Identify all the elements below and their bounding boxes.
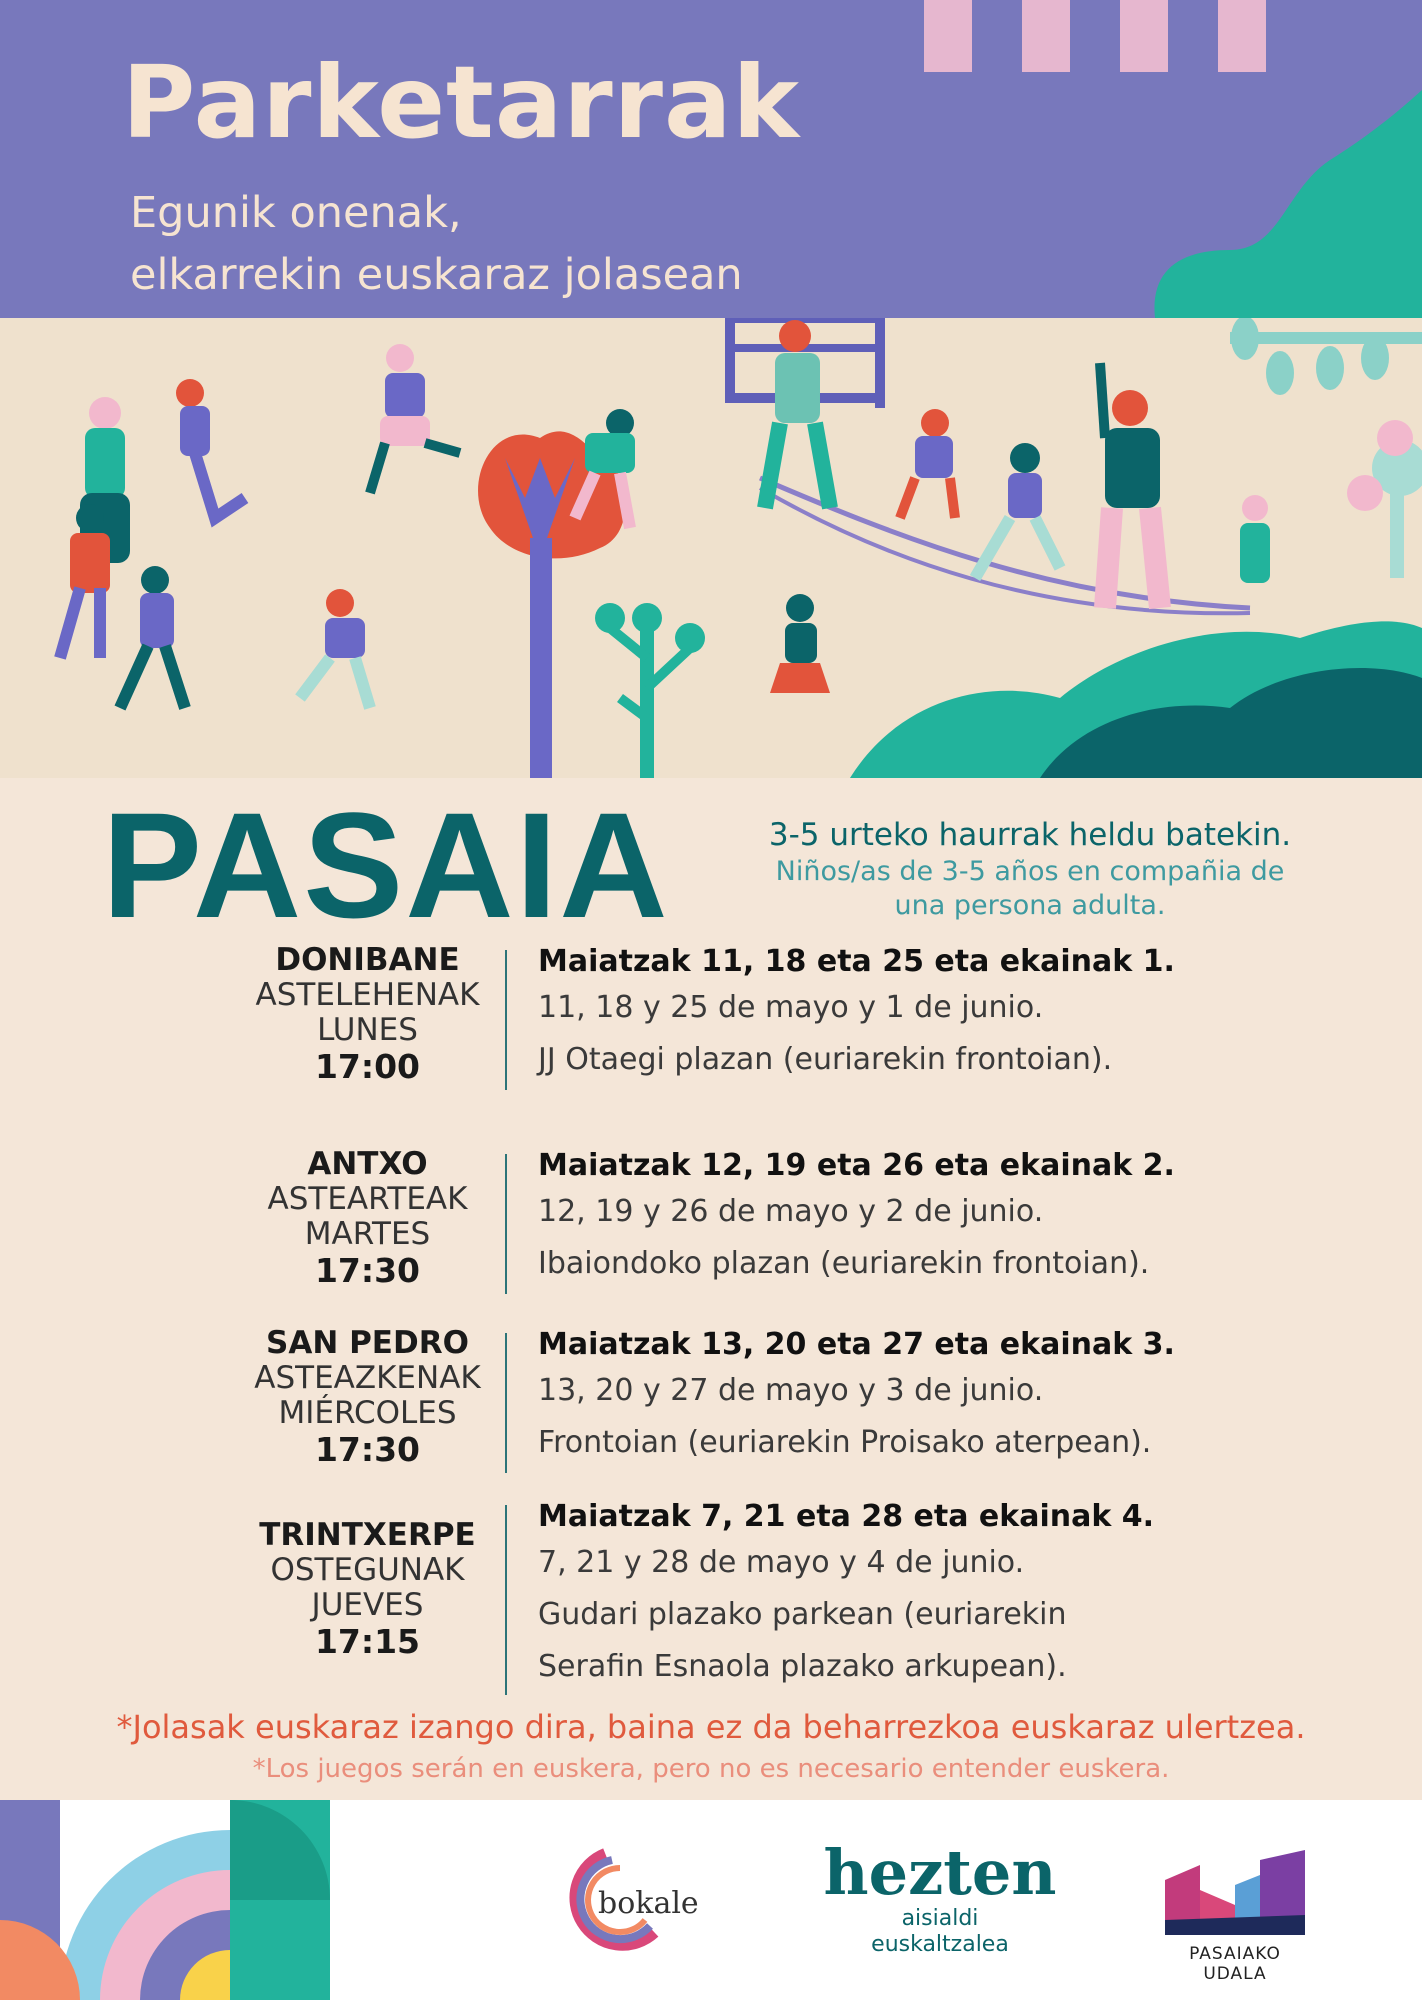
poster-title: Parketarrak (122, 44, 800, 161)
neighbourhood-name: TRINTXERPE (259, 1517, 476, 1553)
schedule-row-donibane (230, 942, 1370, 1092)
bokale-logo (530, 1838, 710, 1958)
location-continued: Serafin Esnaola plazako arkupean). (538, 1649, 1067, 1684)
bokale-wordmark: bokale (598, 1886, 699, 1921)
schedule-details (538, 1325, 1358, 1469)
dates-eu: Maiatzak 12, 19 eta 26 eta ekainak 2. (538, 1148, 1175, 1183)
dates-eu: Maiatzak 13, 20 eta 27 eta ekainak 3. (538, 1327, 1175, 1362)
schedule-when (230, 1325, 505, 1469)
audience-es-line-1: Niños/as de 3-5 años en compañia de (775, 856, 1285, 887)
dates-es: 12, 19 y 26 de mayo y 2 de junio. (538, 1194, 1044, 1229)
divider-line (505, 1505, 507, 1695)
audience-eu: 3-5 urteko haurrak heldu batekin. (768, 817, 1292, 853)
hezten-tagline-2: euskaltzalea (871, 1932, 1009, 1957)
children-figures (60, 320, 1270, 708)
weekday-eu: ASTEAZKENAK (254, 1360, 481, 1396)
footer-logos (0, 1800, 1422, 2000)
schedule-row-san-pedro (230, 1325, 1370, 1475)
start-time: 17:30 (314, 1251, 421, 1290)
neighbourhood-name: ANTXO (307, 1146, 428, 1182)
subtitle-line-2: elkarrekin euskaraz jolasean (130, 250, 743, 300)
schedule-details (538, 1146, 1358, 1290)
poster-subtitle (130, 182, 743, 306)
start-time: 17:00 (314, 1047, 421, 1086)
teal-bushes (850, 621, 1422, 778)
weekday-eu: OSTEGUNAK (270, 1552, 465, 1588)
dates-es: 13, 20 y 27 de mayo y 3 de junio. (538, 1373, 1044, 1408)
start-time: 17:15 (314, 1622, 421, 1661)
location: Frontoian (euriarekin Proisako aterpean). (538, 1425, 1152, 1460)
weekday-es: MIÉRCOLES (278, 1395, 457, 1431)
pasaiako-udala-logo (1160, 1845, 1310, 1985)
subtitle-line-1: Egunik onenak, (130, 188, 462, 238)
dates-eu: Maiatzak 7, 21 eta 28 eta ekainak 4. (538, 1499, 1155, 1534)
language-note-eu: *Jolasak euskaraz izango dira, baina ez da beharrezkoa euskaraz ulertzea. (116, 1708, 1306, 1746)
tree-right (1347, 420, 1422, 578)
schedule-details (538, 942, 1358, 1086)
neighbourhood-name: SAN PEDRO (266, 1325, 469, 1361)
audience-es-line-2: una persona adulta. (894, 890, 1166, 921)
divider-line (505, 1154, 507, 1294)
decorative-arcs (0, 1800, 330, 2000)
location: JJ Otaegi plazan (euriarekin frontoian). (538, 1042, 1113, 1077)
divider-line (505, 950, 507, 1090)
weekday-es: JUEVES (311, 1587, 424, 1623)
schedule-details (538, 1497, 1358, 1693)
tree-small (595, 603, 705, 778)
hezten-tagline-1: aisialdi (901, 1906, 979, 1931)
dates-es: 7, 21 y 28 de mayo y 4 de junio. (538, 1545, 1025, 1580)
hezten-wordmark: hezten (823, 1836, 1057, 1909)
playground-illustration (0, 318, 1422, 778)
hezten-logo (820, 1836, 1060, 1980)
schedule-when (230, 1517, 505, 1661)
language-note-es: *Los juegos serán en euskera, pero no es necesario entender euskera. (252, 1754, 1170, 1784)
divider-line (505, 1333, 507, 1473)
schedule-row-trintxerpe (230, 1497, 1370, 1697)
dates-eu: Maiatzak 11, 18 eta 25 eta ekainak 1. (538, 944, 1175, 979)
weekday-es: MARTES (304, 1216, 431, 1252)
weekday-es: LUNES (317, 1012, 418, 1048)
location: Ibaiondoko plazan (euriarekin frontoian). (538, 1246, 1150, 1281)
location: Gudari plazako parkean (euriarekin (538, 1597, 1067, 1632)
weekday-eu: ASTEARTEAK (267, 1181, 468, 1217)
start-time: 17:30 (314, 1430, 421, 1469)
header-banner (0, 0, 1422, 318)
schedule-when (230, 942, 505, 1086)
audience-info (700, 815, 1360, 923)
neighbourhood-name: DONIBANE (275, 942, 460, 978)
udala-wordmark: PASAIAKO UDALA (1189, 1944, 1281, 1984)
leaves-top-right (1230, 318, 1422, 395)
weekday-eu: ASTELEHENAK (255, 977, 480, 1013)
dates-es: 11, 18 y 25 de mayo y 1 de junio. (538, 990, 1044, 1025)
schedule-when (230, 1146, 505, 1290)
schedule-row-antxo (230, 1146, 1370, 1296)
place-title: PASAIA (102, 781, 670, 949)
